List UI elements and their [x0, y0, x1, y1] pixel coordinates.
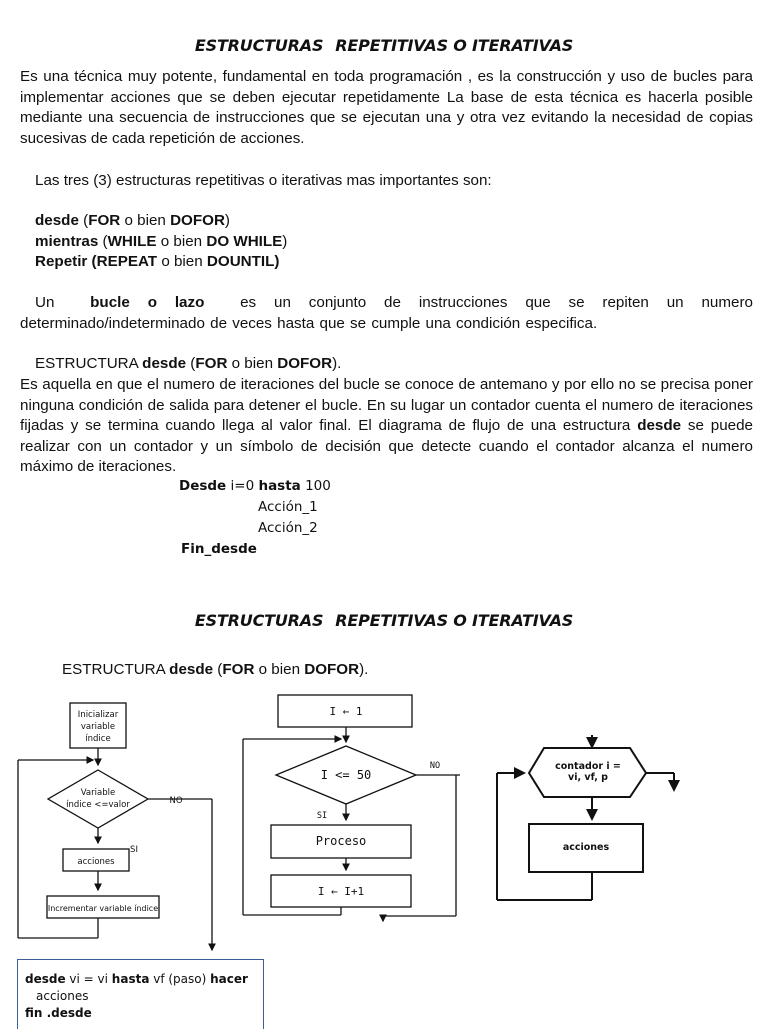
- condition-label: I <= 50: [320, 768, 372, 782]
- init-label-2: variable: [80, 722, 116, 732]
- structure-item-repetir: Repetir (REPEAT o bien DOUNTIL): [35, 253, 280, 270]
- pseudo-action-2: Acción_2: [258, 520, 318, 536]
- actions-label: acciones: [77, 857, 115, 867]
- decision-no-label: NO: [169, 796, 183, 806]
- estructura-desde-heading: ESTRUCTURA desde (FOR o bien DOFOR).: [35, 355, 342, 372]
- estructura-desde-heading-2: ESTRUCTURA desde (FOR o bien DOFOR).: [62, 661, 369, 678]
- pseudo-desde-line: Desde i=0 hasta 100: [179, 478, 331, 494]
- decision-label-2: índice <=valor: [66, 800, 130, 810]
- pseudo-action-1: Acción_1: [258, 499, 318, 515]
- actions-label-3: acciones: [562, 842, 610, 853]
- structure-item-desde: desde (FOR o bien DOFOR): [35, 212, 230, 229]
- page-title: [0, 36, 768, 55]
- pseudo-fin-desde: Fin_desde: [181, 541, 257, 557]
- pseudo-code-box: [17, 959, 264, 1029]
- flowchart-desde-1: [0, 690, 240, 970]
- title2-word-2: REPETITIVAS O ITERATIVAS: [335, 611, 574, 630]
- condition-no-label: NO: [429, 761, 441, 771]
- decision-label-1: Variable: [80, 788, 116, 798]
- counter-label-2: vi, vf, p: [568, 772, 608, 783]
- structures-list: [35, 211, 287, 273]
- desde-description: Es aquella en que el numero de iteraciones del bucle se conoce de antemano y por ello no se precisa poner ninguna condición de salida para detener el bucle. En su lugar un contador cuenta el numero de iteraciones fijadas y se termina cuando llega al valor final. El diagrama de flujo de una estructura desde se puede realizar con un contador y un símbolo de decisión que detecte cuando el contador alcanza el numero máximo de iteraciones.: [20, 376, 754, 475]
- structures-intro: Las tres (3) estructuras repetitivas o iterativas mas importantes son:: [35, 172, 492, 189]
- condition-si-label: SI: [316, 811, 328, 821]
- decision-si-label: SI: [130, 845, 138, 855]
- counter-label-1: contador i =: [555, 761, 621, 772]
- init-label-1: Inicializar: [77, 710, 119, 720]
- title-word-2: REPETITIVAS O ITERATIVAS: [335, 36, 574, 55]
- pseudo2-line-2: acciones: [36, 989, 89, 1003]
- assign-label: I ← 1: [329, 705, 363, 718]
- structure-item-mientras: mientras (WHILE o bien DO WHILE): [35, 232, 288, 250]
- pseudo2-line-3: fin .desde: [25, 1006, 92, 1020]
- pseudo2-line-1: desde vi = vi hasta vf (paso) hacer: [25, 972, 248, 986]
- decision-diamond: [48, 770, 148, 828]
- init-label-3: índice: [85, 734, 111, 744]
- intro-paragraph: Es una técnica muy potente, fundamental en toda programación , es la construcción y uso de bucles para implementar acciones que se deben ejecutar repetidamente La base de esta técnica es hacerla posible mediante una secuencia de instrucciones que se ejecutan una y otra vez evitando la necesidad de copias sucesivas de cada repetición de acciones.: [20, 68, 753, 147]
- title2-word-1: ESTRUCTURAS: [194, 611, 324, 630]
- process-label: Proceso: [315, 834, 367, 848]
- title-word-1: ESTRUCTURAS: [194, 36, 324, 55]
- bucle-paragraph: Un bucle o lazo es un conjunto de instrucciones que se repiten un numero determinado/indeterminado de veces hasta que se cumple una condición especifica.: [20, 294, 753, 332]
- flowchart-desde-3: [488, 733, 688, 913]
- increment-label: Incrementar variable índice: [47, 904, 159, 913]
- flowchart-desde-2: [238, 690, 468, 935]
- section-title: [0, 611, 768, 630]
- increment-label-2: I ← I+1: [317, 885, 365, 898]
